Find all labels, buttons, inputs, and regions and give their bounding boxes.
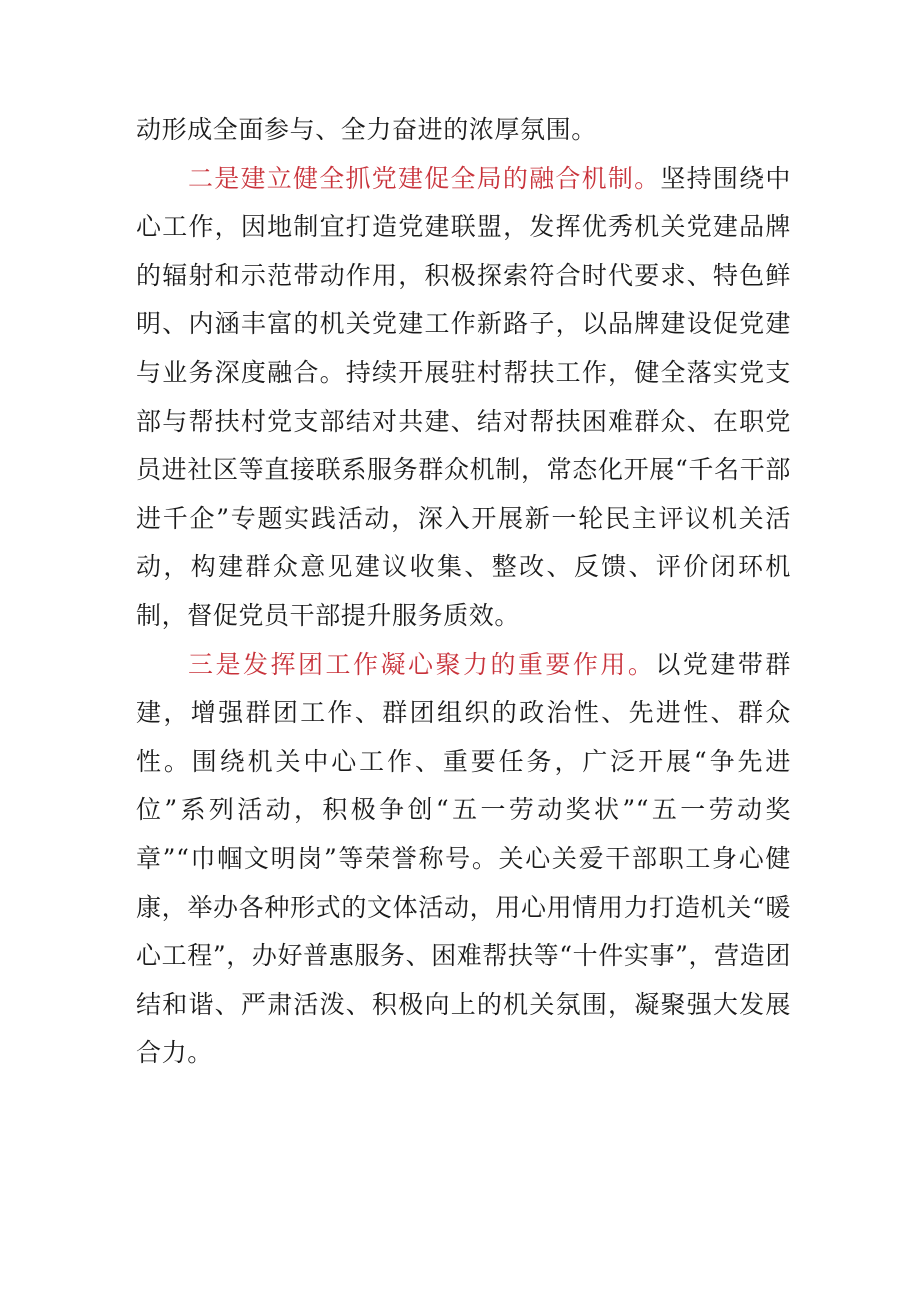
paragraph-group-work bbox=[136, 641, 791, 1078]
paragraph-continuation bbox=[136, 106, 791, 155]
paragraph-heading: 三是发挥团工作凝心聚力的重要作用。 bbox=[188, 649, 656, 679]
paragraph-body: 动形成全面参与、全力奋进的浓厚氛围。 bbox=[136, 115, 597, 144]
paragraph-heading: 二是建立健全抓党建促全局的融合机制。 bbox=[188, 163, 661, 193]
paragraph-body: 以党建带群建，增强群团工作、群团组织的政治性、先进性、群众性。围绕机关中心工作、重要任务，广泛开展“争先进位”系列活动，积极争创“五一劳动奖状”“五一劳动奖章”“巾帼文明岗”等荣誉称号。关心关爱干部职工身心健康，举办各种形式的文体活动，用心用情用力打造机关“暖心工程”，办好普惠服务、困难帮扶等“十件实事”，营造团结和谐、严肃活泼、积极向上的机关氛围，凝聚强大发展合力。 bbox=[136, 649, 791, 1068]
document-body bbox=[136, 106, 791, 1078]
paragraph-integration-mechanism bbox=[136, 155, 791, 641]
paragraph-body: 坚持围绕中心工作，因地制宜打造党建联盟，发挥优秀机关党建品牌的辐射和示范带动作用，积极探索符合时代要求、特色鲜明、内涵丰富的机关党建工作新路子，以品牌建设促党建与业务深度融合。持续开展驻村帮扶工作，健全落实党支部与帮扶村党支部结对共建、结对帮扶困难群众、在职党员进社区等直接联系服务群众机制，常态化开展“千名干部进千企”专题实践活动，深入开展新一轮民主评议机关活动，构建群众意见建议收集、整改、反馈、评价闭环机制，督促党员干部提升服务质效。 bbox=[136, 163, 791, 630]
